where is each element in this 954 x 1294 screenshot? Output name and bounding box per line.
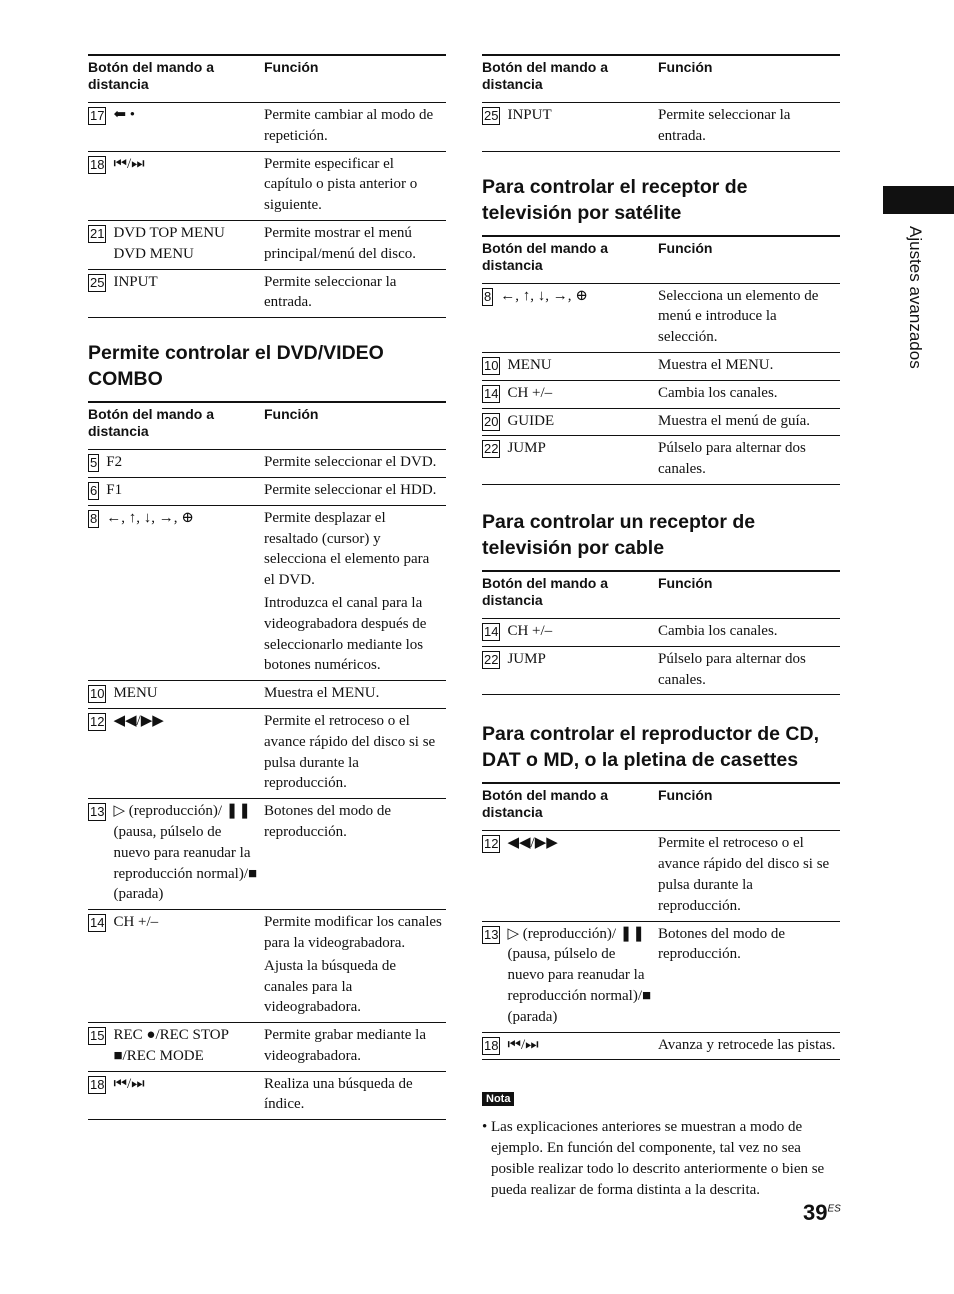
function-cell xyxy=(264,505,446,680)
function-text: Selecciona un elemento de menú e introduce la selección. xyxy=(658,287,819,346)
button-name: ⏮/⏭ xyxy=(113,1075,145,1092)
function-text: Permite especificar el capítulo o pista anterior o siguiente. xyxy=(264,155,418,214)
column-header-button: Botón del mando a distancia xyxy=(88,55,264,103)
button-cell xyxy=(482,103,658,152)
button-number-badge: 12 xyxy=(90,713,105,729)
button-number-badge: 12 xyxy=(484,836,499,852)
button-name: INPUT xyxy=(113,273,158,290)
button-name: F1 xyxy=(106,481,123,498)
button-number-badge: 14 xyxy=(90,915,105,931)
button-name: F2 xyxy=(106,454,123,471)
button-name: MENU xyxy=(507,356,552,373)
button-wrap xyxy=(482,355,654,376)
button-wrap xyxy=(482,833,654,854)
table-header-row xyxy=(482,236,840,284)
function-text: Permite desplazar el resaltado (cursor) y selecciona el elemento para el DVD. xyxy=(264,509,430,589)
function-section xyxy=(482,54,840,152)
function-section xyxy=(482,174,840,485)
column-header-function: Función xyxy=(658,571,840,619)
side-label xyxy=(905,226,925,406)
button-wrap xyxy=(88,711,260,732)
table-header-row xyxy=(88,55,446,103)
button-name: ←, ↑, ↓, →, ⊕ xyxy=(106,509,194,526)
column-header-function: Función xyxy=(658,55,840,103)
table-row xyxy=(482,436,840,485)
page-number-value: 39 xyxy=(803,1200,828,1225)
button-cell xyxy=(88,269,264,318)
function-text: Permite cambiar al modo de repetición. xyxy=(264,107,434,144)
button-number-badge: 14 xyxy=(484,623,499,639)
function-table xyxy=(482,54,840,152)
function-cell xyxy=(264,708,446,798)
table-row xyxy=(88,505,446,680)
function-section xyxy=(88,340,446,1120)
button-name: CH +/– xyxy=(113,914,159,931)
column-header-button: Botón del mando a distancia xyxy=(482,783,658,831)
button-cell xyxy=(482,618,658,646)
column-header-button: Botón del mando a distancia xyxy=(482,236,658,284)
column-header-button: Botón del mando a distancia xyxy=(482,571,658,619)
left-column xyxy=(88,54,446,1120)
button-number-badge: 25 xyxy=(484,108,499,123)
section-title: Para controlar un receptor de televisión por cable xyxy=(482,510,756,559)
function-text: Permite grabar mediante la videograbadora. xyxy=(264,1027,427,1064)
button-cell xyxy=(482,1032,658,1060)
function-cell xyxy=(658,380,840,408)
function-cell xyxy=(658,831,840,921)
function-table xyxy=(482,235,840,485)
button-cell xyxy=(88,505,264,680)
column-header-function: Función xyxy=(264,402,446,450)
button-number-badge: 21 xyxy=(90,225,105,241)
button-number-badge: 15 xyxy=(90,1028,105,1044)
button-name: CH +/– xyxy=(507,384,553,401)
button-wrap xyxy=(482,286,654,307)
table-row xyxy=(88,269,446,318)
function-section xyxy=(482,721,840,1060)
function-text: Botones del modo de reproducción. xyxy=(658,925,786,963)
table-row xyxy=(482,831,840,921)
button-wrap xyxy=(482,105,654,126)
table-row xyxy=(482,408,840,436)
button-wrap xyxy=(482,411,654,432)
button-cell xyxy=(88,799,264,910)
section-title: Para controlar el reproductor de CD, DAT o MD, o la pletina de casettes xyxy=(482,723,819,772)
button-cell xyxy=(88,151,264,220)
button-cell xyxy=(482,283,658,352)
table-row xyxy=(482,103,840,152)
table-row xyxy=(88,681,446,709)
button-cell xyxy=(482,921,658,1032)
column-header-button: Botón del mando a distancia xyxy=(482,55,658,103)
button-name: INPUT xyxy=(507,107,552,123)
table-row xyxy=(482,646,840,695)
button-number-badge: 17 xyxy=(90,108,105,123)
button-number-badge: 22 xyxy=(484,651,499,667)
function-cell xyxy=(658,436,840,485)
button-number-badge: 10 xyxy=(90,686,105,702)
page-lang-suffix: ES xyxy=(827,1203,841,1215)
table-header-row xyxy=(88,402,446,450)
function-cell xyxy=(658,408,840,436)
function-table xyxy=(88,401,446,1120)
note-text: • Las explicaciones anteriores se muestran a modo de ejemplo. En función del componente, tal vez no sea posible realizar todo lo descrito anteriormente o bien se pueda realizar de forma distinta a la descrita. xyxy=(482,1119,825,1198)
function-cell xyxy=(658,618,840,646)
button-name: JUMP xyxy=(507,440,546,457)
button-wrap xyxy=(482,438,654,459)
table-row xyxy=(88,220,446,269)
button-name: ▷ (reproducción)/ ❚❚ (pausa, púlselo de nuevo para reanudar la reproducción normal)/■ (parada) xyxy=(113,803,258,903)
function-table xyxy=(482,570,840,695)
table-row xyxy=(88,708,446,798)
function-table xyxy=(88,54,446,318)
button-name: ⏮/⏭ xyxy=(113,155,145,172)
button-number-badge: 5 xyxy=(90,455,98,471)
table-row xyxy=(88,799,446,910)
function-text: Permite el retroceso o el avance rápido del disco si se pulsa durante la reproducción. xyxy=(658,835,830,914)
button-wrap xyxy=(88,154,260,175)
function-text: Ajusta la búsqueda de canales para la videograbadora. xyxy=(264,957,397,1016)
function-text: Permite seleccionar el HDD. xyxy=(264,481,437,498)
button-cell xyxy=(88,220,264,269)
button-cell xyxy=(482,380,658,408)
table-row xyxy=(482,1032,840,1060)
button-cell xyxy=(88,450,264,478)
button-wrap xyxy=(482,649,654,670)
function-cell xyxy=(264,1071,446,1120)
button-cell xyxy=(482,436,658,485)
button-number-badge: 13 xyxy=(484,926,499,942)
button-cell xyxy=(88,910,264,1023)
button-wrap xyxy=(88,508,260,529)
function-text: Muestra el MENU. xyxy=(264,685,380,702)
function-text: Permite modificar los canales para la videograbadora. xyxy=(264,914,442,951)
function-cell xyxy=(658,646,840,695)
button-name: JUMP xyxy=(507,650,546,667)
function-cell xyxy=(264,799,446,910)
function-text: Muestra el MENU. xyxy=(658,356,774,373)
table-row xyxy=(482,283,840,352)
button-name: ←, ↑, ↓, →, ⊕ xyxy=(500,287,588,304)
button-number-badge: 6 xyxy=(90,482,98,498)
function-cell xyxy=(658,921,840,1032)
table-row xyxy=(88,450,446,478)
function-text: Permite seleccionar el DVD. xyxy=(264,454,437,471)
table-header-row xyxy=(482,783,840,831)
function-table xyxy=(482,782,840,1060)
table-row xyxy=(88,1023,446,1072)
function-cell xyxy=(264,151,446,220)
function-cell xyxy=(264,269,446,318)
button-number-badge: 18 xyxy=(90,1076,105,1092)
button-name: ◀◀/▶▶ xyxy=(507,835,558,852)
button-cell xyxy=(482,646,658,695)
button-wrap xyxy=(482,621,654,642)
button-wrap xyxy=(88,452,260,473)
button-wrap xyxy=(88,683,260,704)
button-cell xyxy=(482,831,658,921)
button-cell xyxy=(88,681,264,709)
function-text: Muestra el menú de guía. xyxy=(658,412,811,429)
page-number xyxy=(803,1200,841,1226)
button-wrap xyxy=(88,1025,260,1067)
section-title: Permite controlar el DVD/VIDEO COMBO xyxy=(88,342,384,391)
side-label-text: Ajustes avanzados xyxy=(906,226,925,369)
button-wrap xyxy=(88,223,260,265)
button-cell xyxy=(88,1071,264,1120)
function-text: Realiza una búsqueda de índice. xyxy=(264,1075,413,1113)
button-number-badge: 22 xyxy=(484,441,499,457)
function-cell xyxy=(658,352,840,380)
function-text: Permite seleccionar la entrada. xyxy=(658,107,791,144)
button-name: REC ●/REC STOP ■/REC MODE xyxy=(113,1027,229,1064)
right-column xyxy=(482,54,840,1201)
function-text: Cambia los canales. xyxy=(658,384,778,401)
column-header-function: Función xyxy=(658,236,840,284)
function-section xyxy=(88,54,446,318)
button-wrap xyxy=(482,1035,654,1056)
button-cell xyxy=(88,103,264,152)
table-header-row xyxy=(482,55,840,103)
function-text: Botones del modo de reproducción. xyxy=(264,803,392,840)
button-number-badge: 13 xyxy=(90,804,105,820)
button-name: CH +/– xyxy=(507,622,553,639)
button-number-badge: 25 xyxy=(90,274,105,290)
button-number-badge: 8 xyxy=(484,288,492,304)
button-number-badge: 8 xyxy=(90,510,98,526)
table-row xyxy=(88,910,446,1023)
function-text: Cambia los canales. xyxy=(658,622,778,639)
table-row xyxy=(482,921,840,1032)
button-number-badge: 18 xyxy=(90,156,105,172)
button-cell xyxy=(88,1023,264,1072)
button-wrap xyxy=(482,924,654,1028)
note-label: Nota xyxy=(482,1092,514,1106)
function-text: Púlselo para alternar dos canales. xyxy=(658,650,806,688)
function-cell xyxy=(264,681,446,709)
function-cell xyxy=(658,283,840,352)
button-name: ▷ (reproducción)/ ❚❚ (pausa, púlselo de nuevo para reanudar la reproducción normal)/■ (parada) xyxy=(507,925,652,1025)
column-header-button: Botón del mando a distancia xyxy=(88,402,264,450)
button-wrap xyxy=(88,801,260,905)
section-tab-marker xyxy=(883,186,954,214)
function-cell xyxy=(264,450,446,478)
button-name: MENU xyxy=(113,685,158,702)
button-wrap xyxy=(88,1074,260,1095)
table-row xyxy=(88,103,446,152)
note-block xyxy=(482,1089,840,1200)
function-cell xyxy=(658,103,840,152)
button-name: ⬅ • xyxy=(113,107,136,123)
button-cell xyxy=(482,352,658,380)
function-text: Púlselo para alternar dos canales. xyxy=(658,440,806,478)
button-wrap xyxy=(88,480,260,501)
function-cell xyxy=(264,910,446,1023)
button-wrap xyxy=(482,383,654,404)
column-header-function: Función xyxy=(264,55,446,103)
button-name: ⏮/⏭ xyxy=(507,1036,539,1053)
button-name: DVD TOP MENU DVD MENU xyxy=(113,224,225,262)
button-wrap xyxy=(88,912,260,933)
table-row xyxy=(482,352,840,380)
button-number-badge: 14 xyxy=(484,385,499,401)
function-cell xyxy=(264,103,446,152)
button-cell xyxy=(88,477,264,505)
button-wrap xyxy=(88,272,260,293)
function-text: Permite mostrar el menú principal/menú del disco. xyxy=(264,224,417,262)
section-title: Para controlar el receptor de televisión por satélite xyxy=(482,175,748,224)
button-number-badge: 18 xyxy=(484,1037,499,1053)
button-cell xyxy=(482,408,658,436)
table-row xyxy=(88,151,446,220)
button-number-badge: 20 xyxy=(484,413,499,429)
function-cell xyxy=(264,220,446,269)
table-row xyxy=(482,618,840,646)
button-wrap xyxy=(88,105,260,126)
function-text: Permite seleccionar la entrada. xyxy=(264,273,397,311)
function-text: Introduzca el canal para la videograbadora después de seleccionarlo mediante los botones numéricos. xyxy=(264,594,427,674)
function-text: Permite el retroceso o el avance rápido del disco si se pulsa durante la reproducción. xyxy=(264,712,436,792)
button-number-badge: 10 xyxy=(484,357,499,373)
function-cell xyxy=(264,1023,446,1072)
table-row xyxy=(88,1071,446,1120)
function-section xyxy=(482,509,840,695)
function-cell xyxy=(264,477,446,505)
function-text: Avanza y retrocede las pistas. xyxy=(658,1036,836,1053)
button-name: GUIDE xyxy=(507,412,555,429)
column-header-function: Función xyxy=(658,783,840,831)
function-cell xyxy=(658,1032,840,1060)
table-row xyxy=(482,380,840,408)
table-row xyxy=(88,477,446,505)
button-cell xyxy=(88,708,264,798)
button-name: ◀◀/▶▶ xyxy=(113,712,164,729)
table-header-row xyxy=(482,571,840,619)
